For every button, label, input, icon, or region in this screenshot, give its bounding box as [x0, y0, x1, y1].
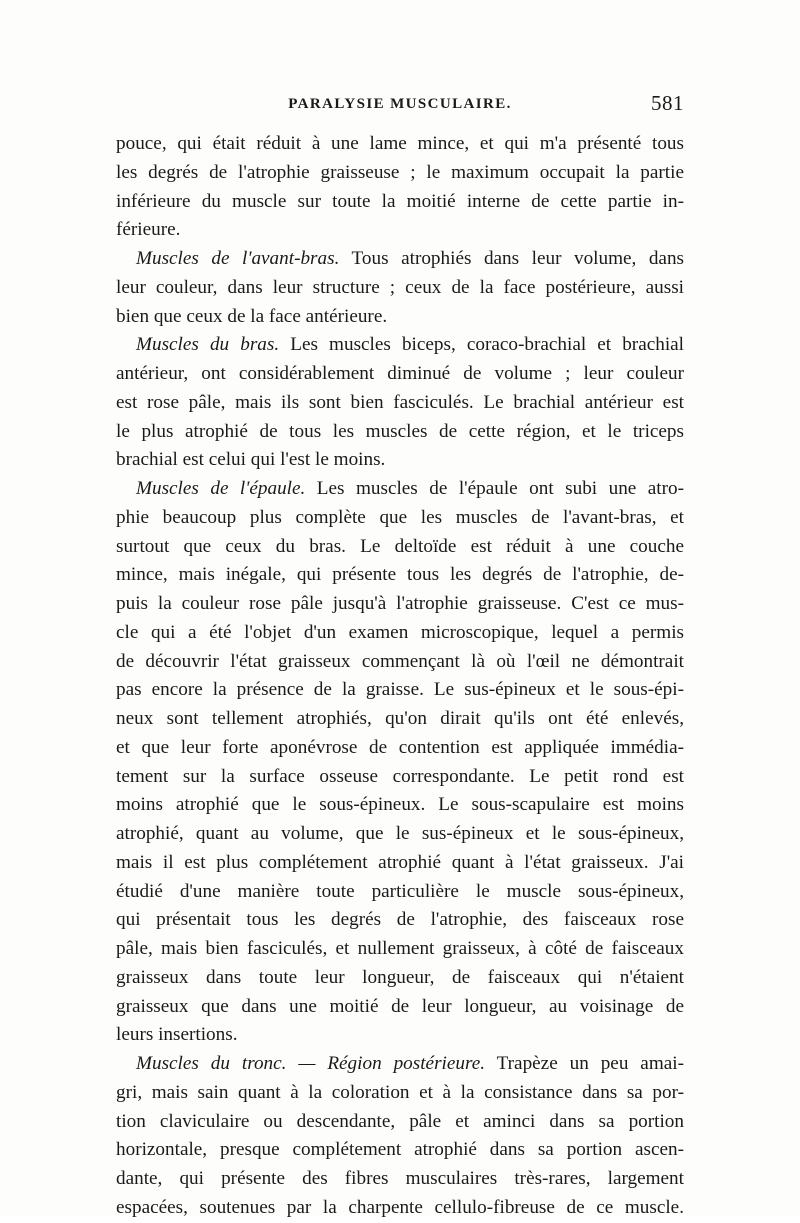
- text-line: étudié d'une manière toute particulière le muscle sous-épineux,: [116, 880, 684, 902]
- text-line: pâle, mais bien fasciculés, et nullement graisseux, à côté de faisceaux: [116, 938, 684, 959]
- text-line: atrophié, quant au volume, que le sus-épineux et le sous-épineux,: [116, 823, 684, 844]
- text-run: Les muscles biceps, coraco-brachial et brachial: [279, 334, 684, 356]
- text-line: [116, 331, 684, 360]
- text-line: dante, qui présente des fibres musculaires très-rares, largement: [116, 1168, 684, 1189]
- paragraph: [116, 130, 684, 245]
- paragraph-lead: Muscles de l'avant-bras.: [136, 248, 340, 269]
- text-line: espacées, soutenues par la charpente cellulo-fibreuse de ce muscle.: [116, 1196, 684, 1218]
- text-line: leurs insertions.: [116, 1024, 238, 1046]
- text-line: gri, mais sain quant à la coloration et à la consistance dans sa por-: [116, 1081, 684, 1103]
- text-line: pouce, qui était réduit à une lame mince, et qui m'a présenté tous: [116, 133, 684, 154]
- text-line: et que leur forte aponévrose de contention est appliquée immédia-: [116, 736, 684, 758]
- text-run: Tous atrophiés dans leur volume, dans: [339, 248, 685, 269]
- text-line: neux sont tellement atrophiés, qu'on dirait qu'ils ont été enlevés,: [116, 708, 684, 729]
- text-line: tion claviculaire ou descendante, pâle et aminci dans sa portion: [116, 1110, 684, 1132]
- text-line: [116, 475, 684, 504]
- text-line: moins atrophié que le sous-épineux. Le sous-scapulaire est moins: [116, 794, 684, 816]
- text-line: mince, mais inégale, qui présente tous les degrés de l'atrophie, de-: [116, 564, 684, 586]
- text-line: brachial est celui qui l'est le moins.: [116, 449, 386, 471]
- text-line: qui présentait tous les degrés de l'atrophie, des faisceaux rose: [116, 909, 684, 931]
- text-line: [116, 245, 684, 274]
- text-line: horizontale, presque complétement atrophié dans sa portion ascen-: [116, 1139, 684, 1161]
- body-text: [116, 130, 684, 1223]
- text-line: surtout que ceux du bras. Le deltoïde est réduit à une couche: [116, 535, 684, 557]
- text-line: bien que ceux de la face antérieure.: [116, 305, 388, 327]
- text-line: [116, 1050, 684, 1079]
- running-title: PARALYSIE MUSCULAIRE.: [288, 96, 512, 112]
- text-run: Les muscles de l'épaule ont subi une atro-: [305, 478, 684, 499]
- text-line: cle qui a été l'objet d'un examen microscopique, lequel a permis: [116, 621, 684, 643]
- text-line: puis la couleur rose pâle jusqu'à l'atrophie graisseuse. C'est ce mus-: [116, 593, 684, 614]
- paragraph-lead: Muscles du tronc. — Région postérieure.: [136, 1053, 486, 1074]
- text-line: férieure.: [116, 219, 181, 241]
- text-line: est rose pâle, mais ils sont bien fasciculés. Le brachial antérieur est: [116, 391, 684, 413]
- paragraph: [116, 331, 684, 475]
- text-line: tement sur la surface osseuse correspondante. Le petit rond est: [116, 765, 684, 787]
- paragraph: [116, 245, 684, 331]
- text-line: antérieur, ont considérablement diminué de volume ; leur couleur: [116, 363, 684, 384]
- paragraph-lead: Muscles de l'épaule.: [136, 478, 306, 499]
- text-line: graisseux dans toute leur longueur, de faisceaux qui n'étaient: [116, 966, 684, 988]
- paragraph: [116, 475, 684, 1050]
- text-line: graisseux que dans une moitié de leur longueur, au voisinage de: [116, 995, 684, 1017]
- text-line: de découvrir l'état graisseux commençant là où l'œil ne démontrait: [116, 650, 684, 672]
- paragraph: [116, 1050, 684, 1223]
- text-line: mais il est plus complétement atrophié quant à l'état graisseux. J'ai: [116, 851, 684, 873]
- text-line: phie beaucoup plus complète que les muscles de l'avant-bras, et: [116, 506, 684, 528]
- text-line: les degrés de l'atrophie graisseuse ; le maximum occupait la partie: [116, 161, 684, 183]
- paragraph-lead: Muscles du bras.: [136, 334, 280, 356]
- text-line: inférieure du muscle sur toute la moitié interne de cette partie in-: [116, 190, 684, 212]
- running-head: [116, 91, 684, 120]
- text-run: Trapèze un peu amai-: [485, 1053, 684, 1074]
- page-number: 581: [651, 91, 684, 115]
- text-line: pas encore la présence de la graisse. Le sus-épineux et le sous-épi-: [116, 679, 684, 701]
- text-line: leur couleur, dans leur structure ; ceux de la face postérieure, aussi: [116, 276, 684, 298]
- text-line: le plus atrophié de tous les muscles de cette région, et le triceps: [116, 420, 684, 442]
